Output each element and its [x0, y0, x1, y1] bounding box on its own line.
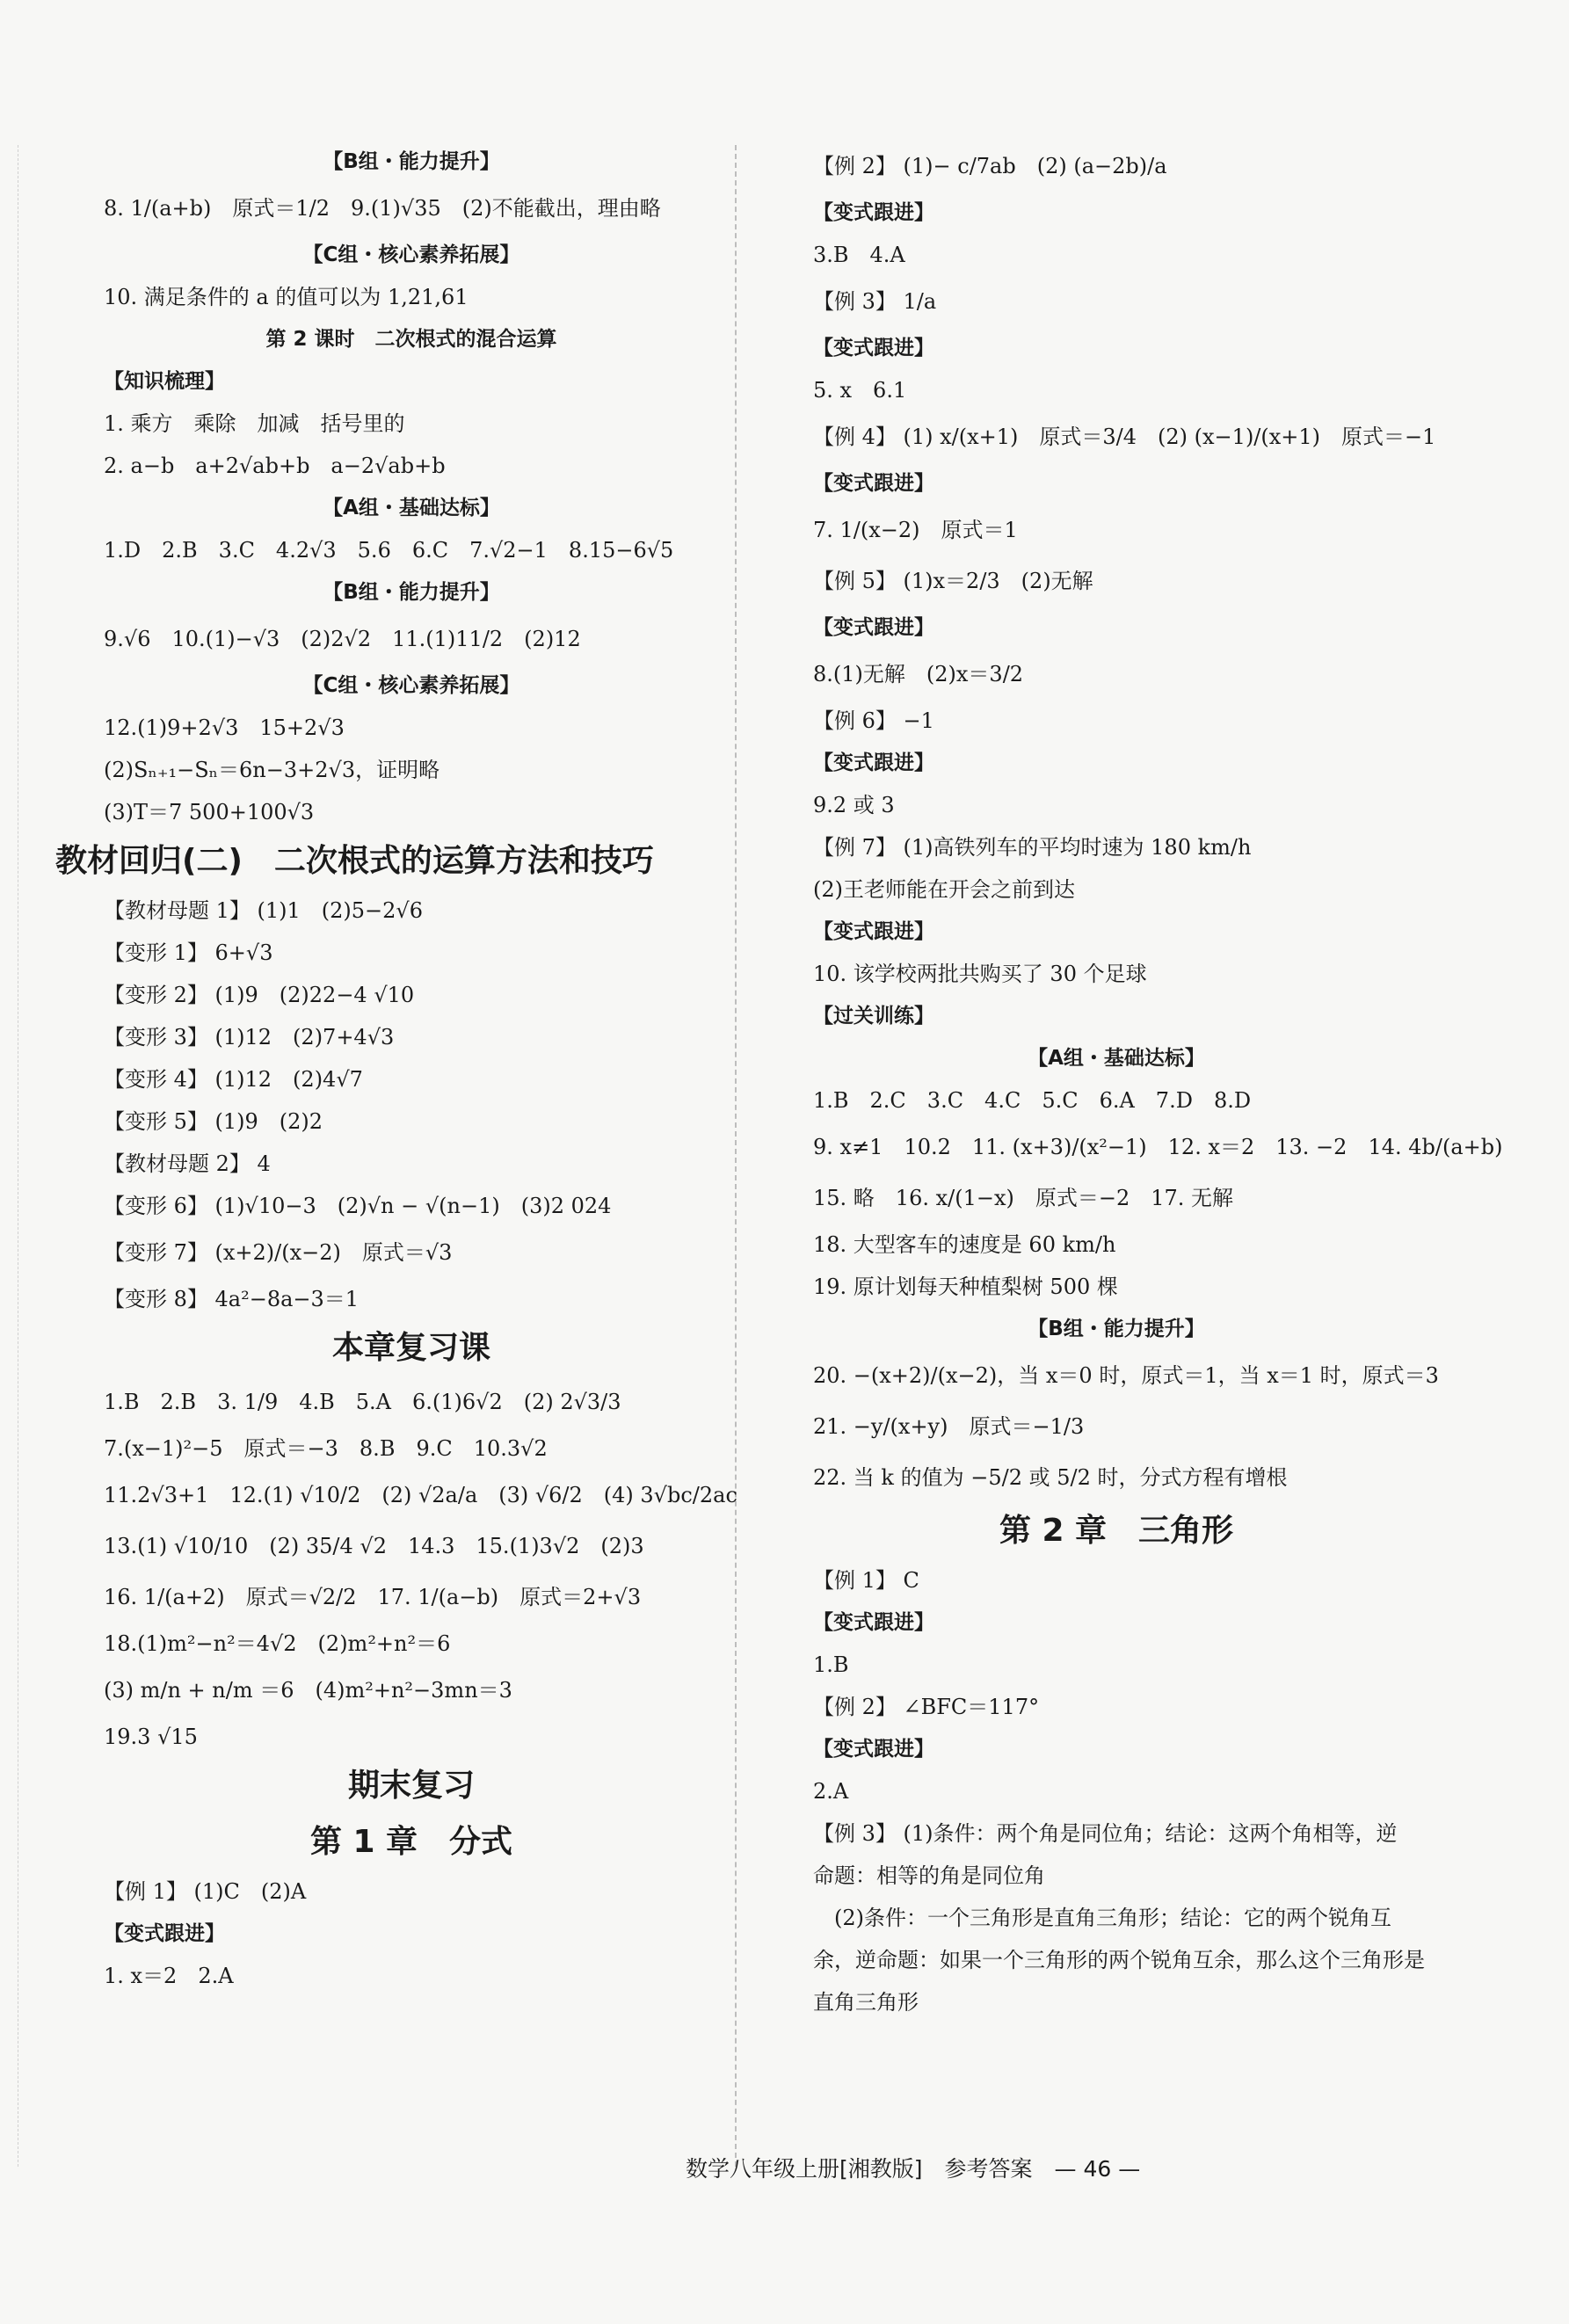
right-line: 1.B — [813, 1652, 849, 1677]
left-line: 19.3 √15 — [104, 1725, 198, 1749]
right-line: 19. 原计划每天种植梨树 500 棵 — [813, 1275, 1118, 1299]
right-line: 【例 6】 −1 — [813, 708, 934, 733]
left-line: 【变形 8】 4a²−8a−3＝1 — [104, 1287, 360, 1311]
right-line: 直角三角形 — [813, 1990, 919, 2015]
right-line: 1.B 2.C 3.C 4.C 5.C 6.A 7.D 8.D — [813, 1088, 1252, 1113]
right-line: 【例 2】 ∠BFC＝117° — [813, 1695, 1040, 1719]
right-line: 22. 当 k 的值为 −5/2 或 5/2 时，分式方程有增根 — [813, 1465, 1288, 1490]
right-line: 9.2 或 3 — [813, 793, 895, 817]
right-line: (2)王老师能在开会之前到达 — [813, 877, 1075, 902]
column-divider — [735, 145, 737, 2167]
right-line: 10. 该学校两批共购买了 30 个足球 — [813, 962, 1147, 986]
right-line: 3.B 4.A — [813, 243, 905, 267]
right-line: 2.A — [813, 1779, 849, 1804]
left-line: 【变形 1】 6+√3 — [104, 940, 273, 965]
left-line: 【例 1】 (1)C (2)A — [104, 1879, 307, 1904]
left-line: 【变形 4】 (1)12 (2)4√7 — [104, 1067, 363, 1092]
left-column — [55, 141, 737, 1997]
left-line: 13.(1) √10/10 (2) 35/4 √2 14.3 15.(1)3√2 (2)3 — [104, 1534, 644, 1558]
right-line: 【变式跟进】 — [813, 337, 934, 359]
left-line: 1. x＝2 2.A — [104, 1964, 234, 1988]
right-line: 【过关训练】 — [813, 1005, 934, 1028]
left-line: 2. a−b a+2√ab+b a−2√ab+b — [104, 454, 446, 478]
left-line: 【变形 6】 (1)√10−3 (2)√n − √(n−1) (3)2 024 — [104, 1194, 612, 1218]
left-line: 【变形 2】 (1)9 (2)22−4 √10 — [104, 983, 415, 1007]
left-line: 期末复习 — [347, 1768, 475, 1804]
left-line: 18.(1)m²−n²＝4√2 (2)m²+n²＝6 — [104, 1631, 451, 1656]
left-line: 【知识梳理】 — [104, 370, 225, 393]
right-line: 7. 1/(x−2) 原式＝1 — [813, 518, 1018, 542]
left-line: 【A组・基础达标】 — [323, 497, 500, 519]
left-line: (2)Sₙ₊₁−Sₙ＝6n−3+2√3，证明略 — [104, 758, 440, 782]
right-line: 命题：相等的角是同位角 — [813, 1863, 1045, 1888]
left-line: 11.2√3+1 12.(1) √10/2 (2) √2a/a (3) √6/2 (4) 3√bc/2ac — [104, 1483, 737, 1507]
left-line: (3) m/n + n/m ＝6 (4)m²+n²−3mn＝3 — [104, 1678, 512, 1703]
right-line: 8.(1)无解 (2)x＝3/2 — [813, 662, 1024, 686]
right-line: 20. −(x+2)/(x−2)，当 x＝0 时，原式＝1，当 x＝1 时，原式＝3 — [813, 1363, 1439, 1388]
left-line: 7.(x−1)²−5 原式＝−3 8.B 9.C 10.3√2 — [104, 1436, 548, 1461]
right-line: 余，逆命题：如果一个三角形的两个锐角互余，那么这个三角形是 — [813, 1948, 1425, 1972]
left-line: 1.B 2.B 3. 1/9 4.B 5.A 6.(1)6√2 (2) 2√3/3 — [104, 1390, 621, 1414]
left-line: 【变形 3】 (1)12 (2)7+4√3 — [104, 1025, 395, 1049]
right-line: 【B组・能力提升】 — [1028, 1318, 1205, 1340]
left-line: 第 2 课时 二次根式的混合运算 — [265, 328, 557, 351]
right-line: (2)条件：一个三角形是直角三角形；结论：它的两个锐角互 — [813, 1906, 1391, 1930]
left-line: 【B组・能力提升】 — [323, 150, 500, 173]
left-line: 第 1 章 分式 — [309, 1824, 513, 1860]
right-line: 【变式跟进】 — [813, 616, 934, 639]
left-line: 10. 满足条件的 a 的值可以为 1,21,61 — [104, 285, 469, 309]
left-line: 【变形 5】 (1)9 (2)2 — [104, 1109, 323, 1134]
right-line: 【例 4】 (1) x/(x+1) 原式＝3/4 (2) (x−1)/(x+1) 原式＝−1 — [813, 425, 1436, 449]
left-line: 【变形 7】 (x+2)/(x−2) 原式＝√3 — [104, 1240, 453, 1265]
right-line: 【变式跟进】 — [813, 1738, 934, 1761]
left-line: 【教材母题 2】 4 — [104, 1151, 271, 1176]
left-line: 8. 1/(a+b) 原式＝1/2 9.(1)√35 (2)不能截出，理由略 — [104, 196, 661, 221]
right-line: 第 2 章 三角形 — [999, 1513, 1234, 1549]
left-line: 本章复习课 — [331, 1330, 490, 1366]
left-line: 【C组・核心素养拓展】 — [302, 243, 520, 266]
left-line: 1.D 2.B 3.C 4.2√3 5.6 6.C 7.√2−1 8.15−6√5 — [104, 538, 674, 563]
left-line: 9.√6 10.(1)−√3 (2)2√2 11.(1)11/2 (2)12 — [104, 627, 581, 651]
page-footer: 数学八年级上册[湘教版] 参考答案 — 46 — — [686, 2156, 1141, 2182]
right-line: 【A组・基础达标】 — [1028, 1047, 1205, 1070]
left-line: 教材回归(二) 二次根式的运算方法和技巧 — [55, 843, 654, 879]
left-line: 16. 1/(a+2) 原式＝√2/2 17. 1/(a−b) 原式＝2+√3 — [104, 1585, 642, 1609]
right-line: 【变式跟进】 — [813, 1611, 934, 1634]
left-line: 【变式跟进】 — [104, 1922, 225, 1945]
left-line: 【B组・能力提升】 — [323, 581, 500, 604]
right-line: 21. −y/(x+y) 原式＝−1/3 — [813, 1414, 1085, 1439]
right-line: 【变式跟进】 — [813, 201, 934, 224]
left-line: 【C组・核心素养拓展】 — [302, 674, 520, 697]
right-column — [813, 141, 1503, 2023]
right-line: 【例 1】 C — [813, 1568, 919, 1593]
right-line: 【例 3】 (1)条件：两个角是同位角；结论：这两个角相等，逆 — [813, 1821, 1398, 1846]
right-line: 【例 3】 1/a — [813, 289, 937, 314]
left-line: 1. 乘方 乘除 加减 括号里的 — [104, 411, 405, 436]
right-line: 18. 大型客车的速度是 60 km/h — [813, 1232, 1116, 1257]
left-line: (3)T＝7 500+100√3 — [104, 800, 315, 824]
right-line: 【变式跟进】 — [813, 920, 934, 943]
right-line: 9. x≠1 10.2 11. (x+3)/(x²−1) 12. x＝2 13. −2 14. 4b/(a+b) — [813, 1135, 1503, 1159]
right-line: 【变式跟进】 — [813, 472, 934, 495]
right-line: 【例 2】 (1)− c/7ab (2) (a−2b)/a — [813, 154, 1167, 178]
right-line: 【变式跟进】 — [813, 752, 934, 774]
right-line: 【例 7】 (1)高铁列车的平均时速为 180 km/h — [813, 835, 1252, 860]
right-line: 15. 略 16. x/(1−x) 原式＝−2 17. 无解 — [813, 1186, 1234, 1210]
right-line: 5. x 6.1 — [813, 378, 907, 403]
left-line: 【教材母题 1】 (1)1 (2)5−2√6 — [104, 898, 423, 923]
right-line: 【例 5】 (1)x＝2/3 (2)无解 — [813, 569, 1093, 593]
left-line: 12.(1)9+2√3 15+2√3 — [104, 715, 345, 740]
